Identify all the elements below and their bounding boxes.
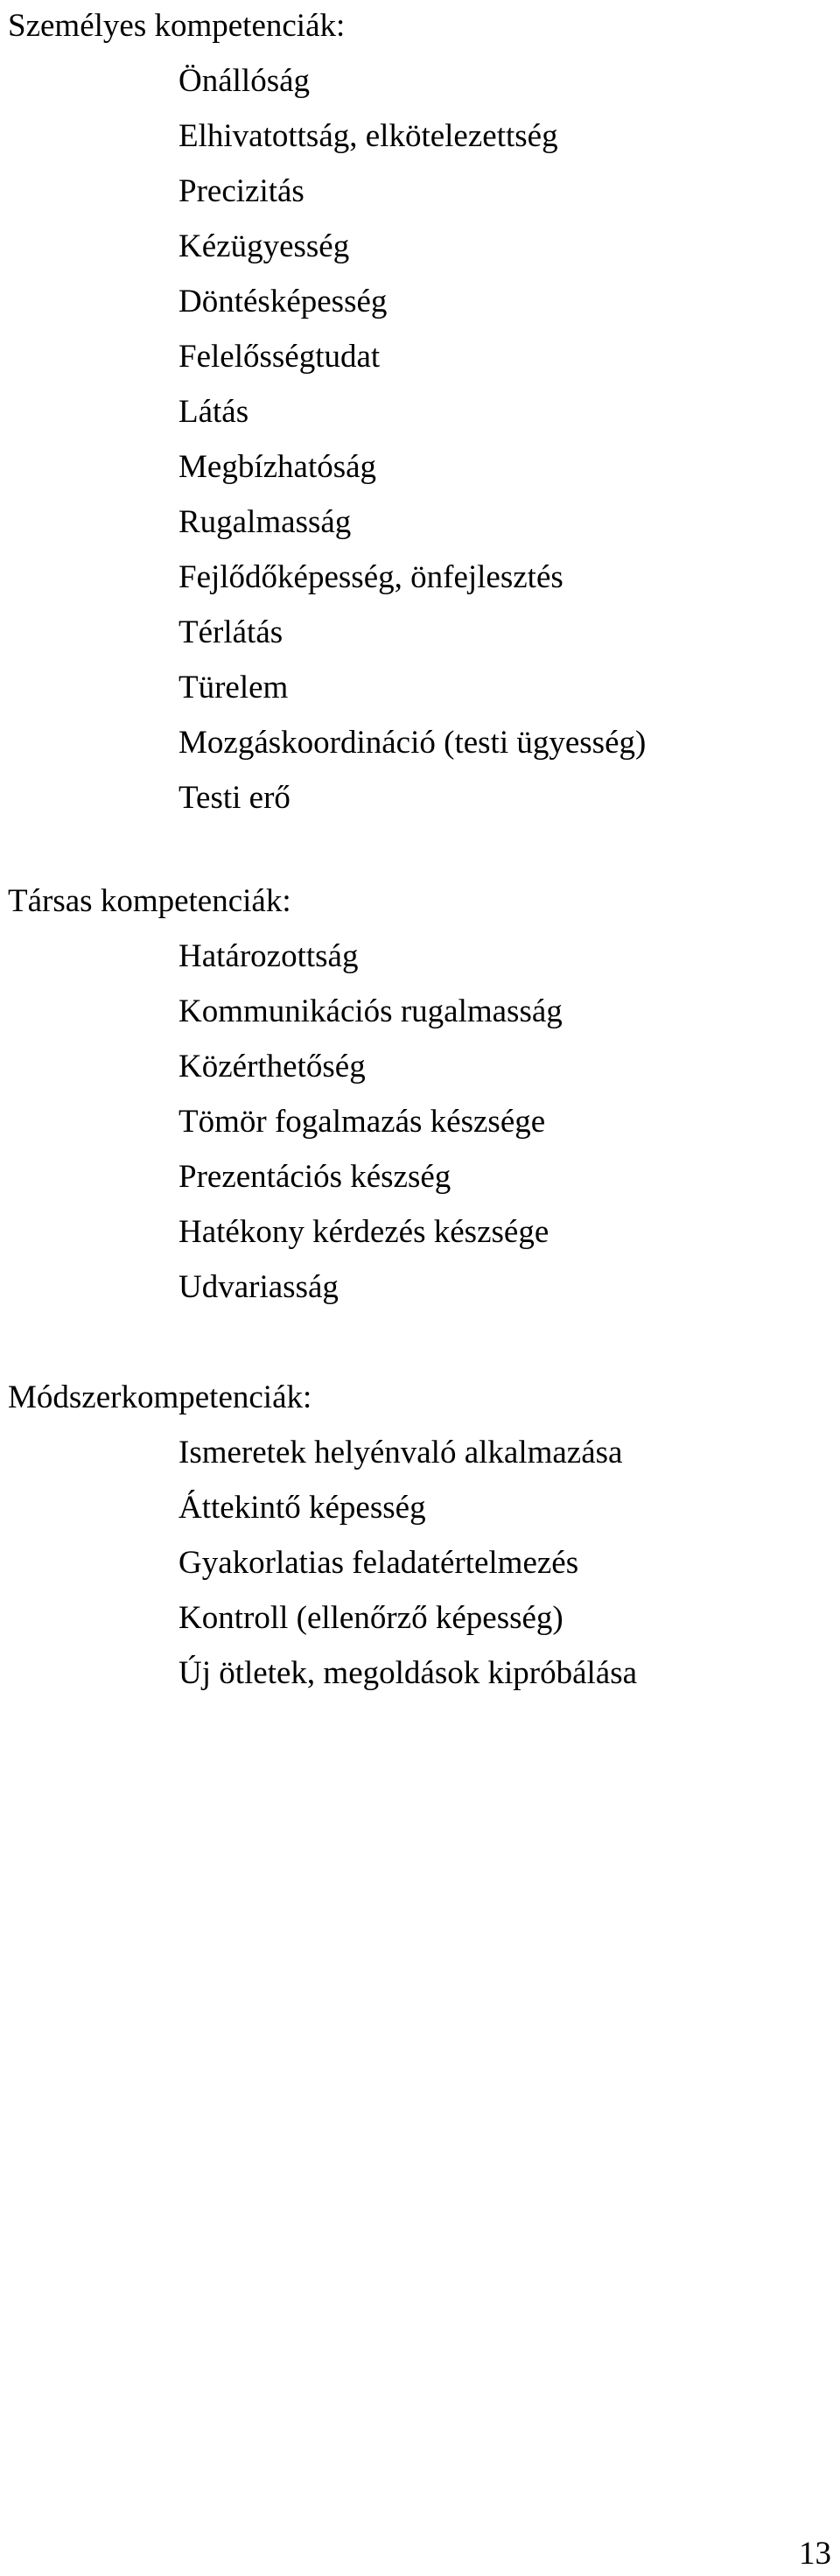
list-item: Precizitás (178, 173, 304, 209)
competency-list (8, 1425, 830, 1701)
method-competencies-section (8, 1370, 830, 1701)
list-item: Kommunikációs rugalmasság (178, 993, 563, 1029)
list-item: Tömör fogalmazás készsége (178, 1104, 546, 1140)
list-item: Udvariasság (178, 1269, 339, 1305)
list-item: Látás (178, 394, 249, 430)
section-title: Személyes kompetenciák: (8, 8, 346, 44)
list-item: Mozgáskoordináció (testi ügyesség) (178, 725, 647, 761)
list-item: Térlátás (178, 614, 284, 650)
list-item: Új ötletek, megoldások kipróbálása (178, 1655, 638, 1691)
section-title: Társas kompetenciák: (8, 883, 291, 919)
list-item: Áttekintő képesség (178, 1490, 426, 1526)
list-item: Testi erő (178, 780, 290, 816)
section-title: Módszerkompetenciák: (8, 1379, 312, 1415)
personal-competencies-section (8, 0, 830, 825)
list-item: Határozottság (178, 938, 359, 974)
list-item: Felelősségtudat (178, 339, 381, 375)
list-item: Rugalmasság (178, 504, 352, 540)
list-item: Gyakorlatias feladatértelmezés (178, 1545, 579, 1581)
list-item: Döntésképesség (178, 284, 388, 319)
page-number: 13 (799, 2536, 831, 2572)
list-item: Elhivatottság, elkötelezettség (178, 118, 558, 154)
list-item: Kézügyesség (178, 228, 350, 264)
list-item: Türelem (178, 670, 289, 705)
social-competencies-section (8, 874, 830, 1315)
list-item: Megbízhatóság (178, 449, 377, 485)
list-item: Fejlődőképesség, önfejlesztés (178, 559, 564, 595)
competency-list (8, 929, 830, 1315)
list-item: Közérthetőség (178, 1049, 366, 1084)
list-item: Hatékony kérdezés készsége (178, 1214, 550, 1250)
list-item: Ismeretek helyénvaló alkalmazása (178, 1435, 623, 1470)
list-item: Prezentációs készség (178, 1159, 452, 1195)
competency-list (8, 53, 830, 825)
list-item: Önállóság (178, 63, 311, 99)
list-item: Kontroll (ellenőrző képesség) (178, 1600, 564, 1636)
